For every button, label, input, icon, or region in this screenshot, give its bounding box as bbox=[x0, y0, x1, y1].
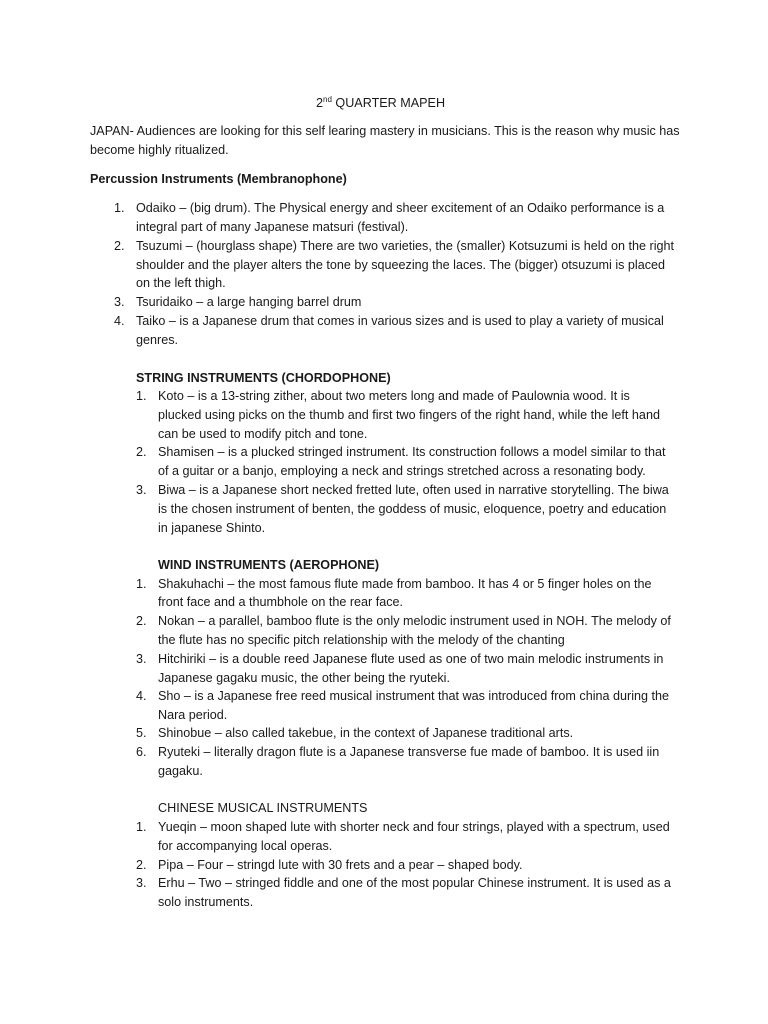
list-item-line: of a guitar or a banjo, employing a neck and strings stretched across a resonating body. bbox=[158, 464, 646, 478]
list-item-line: Yueqin – moon shaped lute with shorter neck and four strings, played with a spectrum, used bbox=[158, 820, 670, 834]
list-number: 3. bbox=[136, 652, 147, 666]
list-item-line: Erhu – Two – stringed fiddle and one of the most popular Chinese instrument. It is used as a bbox=[158, 876, 671, 890]
list-number: 2. bbox=[136, 614, 147, 628]
list-number: 1. bbox=[136, 820, 147, 834]
list-item-line: integral part of many Japanese matsuri (festival). bbox=[136, 220, 409, 234]
list-number: 4. bbox=[114, 314, 125, 328]
list-number: 2. bbox=[114, 239, 125, 253]
list-item-line: is the chosen instrument of benten, the goddess of music, eloquence, poetry and education bbox=[158, 502, 667, 516]
list-item-line: gagaku. bbox=[158, 764, 203, 778]
list-item-line: Tsuzumi – (hourglass shape) There are two varieties, the (smaller) Kotsuzumi is held on the right bbox=[136, 239, 675, 253]
list-item-line: for accompanying local operas. bbox=[158, 839, 333, 853]
list-item-line: Tsuridaiko – a large hanging barrel drum bbox=[136, 295, 362, 309]
list-number: 2. bbox=[136, 445, 147, 459]
list-item-line: Shakuhachi – the most famous flute made from bamboo. It has 4 or 5 finger holes on the bbox=[158, 577, 652, 591]
list-number: 4. bbox=[136, 689, 147, 703]
list-number: 3. bbox=[136, 483, 147, 497]
page-title: 2nd QUARTER MAPEH bbox=[316, 94, 446, 110]
list-number: 6. bbox=[136, 745, 147, 759]
section-heading: CHINESE MUSICAL INSTRUMENTS bbox=[158, 801, 368, 815]
list-item-line: Sho – is a Japanese free reed musical instrument that was introduced from china during the bbox=[158, 689, 670, 703]
list-item-line: Odaiko – (big drum). The Physical energy and sheer excitement of an Odaiko performance is a bbox=[136, 201, 665, 215]
list-item-line: the flute has no specific pitch relationship with the melody of the chanting bbox=[158, 633, 565, 647]
list-number: 1. bbox=[136, 389, 147, 403]
list-item-line: solo instruments. bbox=[158, 895, 254, 909]
intro-line: become highly ritualized. bbox=[90, 143, 229, 157]
list-item-line: Taiko – is a Japanese drum that comes in various sizes and is used to play a variety of musical bbox=[136, 314, 664, 328]
list-item-line: can be used to modify pitch and tone. bbox=[158, 427, 368, 441]
list-item-line: Shamisen – is a plucked stringed instrument. Its construction follows a model similar to that bbox=[158, 445, 666, 459]
intro-line: JAPAN- Audiences are looking for this self learing mastery in musicians. This is the reason why music has bbox=[90, 124, 680, 138]
list-item-line: Koto – is a 13-string zither, about two meters long and made of Paulownia wood. It is bbox=[158, 389, 630, 403]
list-item-line: Ryuteki – literally dragon flute is a Japanese transverse fue made of bamboo. It is used iin bbox=[158, 745, 660, 759]
list-item-line: Pipa – Four – stringd lute with 30 frets and a pear – shaped body. bbox=[158, 858, 523, 872]
list-item-line: front face and a thumbhole on the rear face. bbox=[158, 595, 404, 609]
list-item-line: Shinobue – also called takebue, in the context of Japanese traditional arts. bbox=[158, 726, 574, 740]
list-item-line: Nokan – a parallel, bamboo flute is the only melodic instrument used in NOH. The melody of bbox=[158, 614, 671, 628]
list-number: 5. bbox=[136, 726, 147, 740]
list-number: 2. bbox=[136, 858, 147, 872]
list-item-line: Japanese gagaku music, the other being the ryuteki. bbox=[158, 671, 450, 685]
list-item-line: Biwa – is a Japanese short necked fretted lute, often used in narrative storytelling. The biwa bbox=[158, 483, 669, 497]
section-heading: Percussion Instruments (Membranophone) bbox=[90, 172, 347, 186]
list-item-line: shoulder and the player alters the tone by squeezing the laces. The (bigger) otsuzumi is placed bbox=[136, 258, 666, 272]
list-number: 1. bbox=[136, 577, 147, 591]
list-item-line: on the left thigh. bbox=[136, 276, 226, 290]
list-number: 3. bbox=[136, 876, 147, 890]
list-item-line: genres. bbox=[136, 333, 179, 347]
list-item-line: Nara period. bbox=[158, 708, 228, 722]
list-item-line: Hitchiriki – is a double reed Japanese flute used as one of two main melodic instruments in bbox=[158, 652, 664, 666]
list-item-line: plucked using picks on the thumb and first two fingers of the right hand, while the left hand bbox=[158, 408, 660, 422]
list-number: 3. bbox=[114, 295, 125, 309]
section-heading: STRING INSTRUMENTS (CHORDOPHONE) bbox=[136, 371, 391, 385]
section-heading: WIND INSTRUMENTS (AEROPHONE) bbox=[158, 558, 380, 572]
list-number: 1. bbox=[114, 201, 125, 215]
list-item-line: in japanese Shinto. bbox=[158, 521, 266, 535]
